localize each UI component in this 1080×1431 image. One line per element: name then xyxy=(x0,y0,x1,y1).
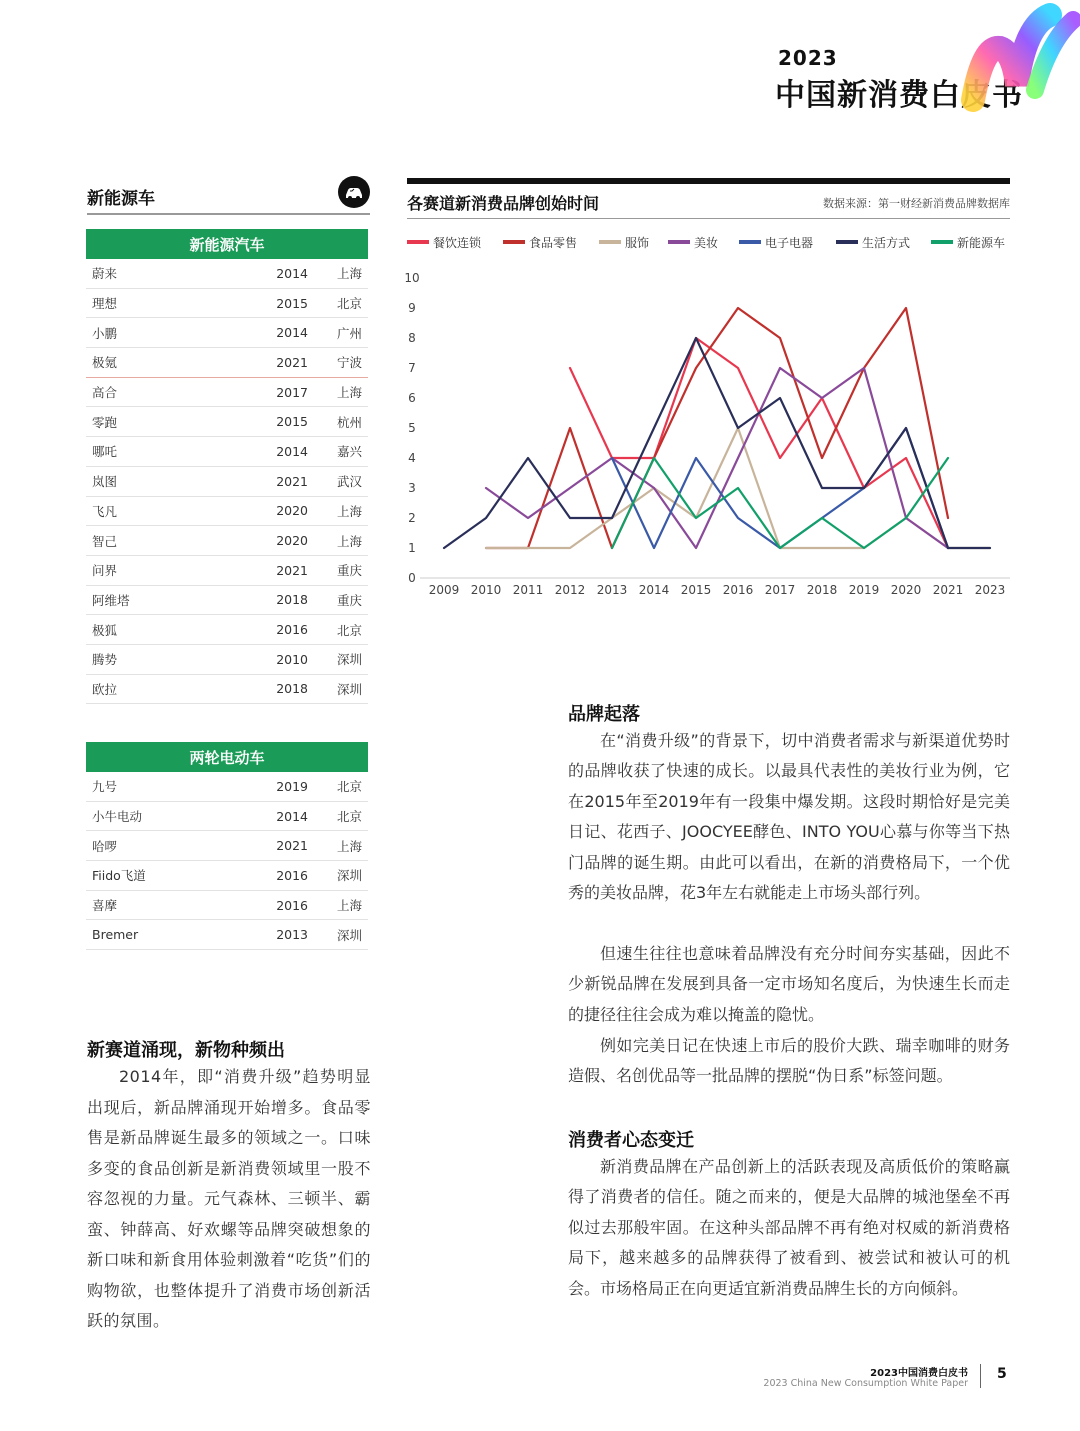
brand-name: 小牛电动 xyxy=(92,809,143,825)
x-tick-label: 2015 xyxy=(680,583,712,597)
city: 杭州 xyxy=(336,414,362,430)
city: 武汉 xyxy=(336,474,362,490)
table-row xyxy=(86,615,368,645)
x-tick-label: 2021 xyxy=(932,583,964,597)
right-paragraph-4: 新消费品牌在产品创新上的活跃表现及高质低价的策略赢得了消费者的信任。随之而来的，便是大品牌的城池堡垒不再似过去那般牢固。在这种头部品牌不再有绝对权威的新消费格局下，越来越多的品牌获得了被看到、被尝试和被认可的机会。市场格局正在向更适宜新消费品牌生长的方向倾斜。 xyxy=(568,1157,1010,1298)
chart-top-bar xyxy=(407,178,1010,184)
legend-swatch xyxy=(503,240,525,244)
x-tick-label: 2023 xyxy=(974,583,1006,597)
legend-swatch xyxy=(599,240,621,244)
brand-name: 岚图 xyxy=(92,474,118,490)
chart-source: 数据来源：第一财经新消费品牌数据库 xyxy=(823,197,1010,210)
header-year: 2023 xyxy=(778,46,838,70)
city: 北京 xyxy=(336,296,362,312)
table-row xyxy=(86,772,368,802)
chart-rule xyxy=(407,218,1010,219)
brand-name: 问界 xyxy=(92,563,118,579)
x-tick-label: 2009 xyxy=(428,583,460,597)
brand-name: 极狐 xyxy=(92,622,118,638)
founded-year: 2016 xyxy=(276,622,308,638)
city: 北京 xyxy=(336,809,362,825)
x-tick-label: 2014 xyxy=(638,583,670,597)
brand-name: 零跑 xyxy=(92,414,118,430)
footer-title-cn: 2023中国消费白皮书 xyxy=(870,1368,968,1379)
table-row xyxy=(86,556,368,586)
founded-year: 2020 xyxy=(276,503,308,519)
founded-year: 2016 xyxy=(276,897,308,913)
founded-year: 2017 xyxy=(276,384,308,400)
table-row xyxy=(86,259,368,289)
y-tick-label: 4 xyxy=(408,451,416,465)
two-wheeler-table xyxy=(86,742,368,950)
city: 重庆 xyxy=(336,592,362,608)
city: 嘉兴 xyxy=(336,444,362,460)
table-row xyxy=(86,586,368,616)
legend-label: 食品零售 xyxy=(529,236,578,250)
table-row xyxy=(86,318,368,348)
y-tick-label: 0 xyxy=(408,571,416,585)
x-tick-label: 2011 xyxy=(512,583,544,597)
legend-label: 新能源车 xyxy=(957,236,1006,250)
city: 深圳 xyxy=(336,652,362,668)
city: 上海 xyxy=(336,838,362,854)
page-number: 5 xyxy=(997,1366,1007,1382)
city: 宁波 xyxy=(336,355,362,371)
city: 上海 xyxy=(336,266,362,282)
x-tick-label: 2012 xyxy=(554,583,586,597)
header-title: 中国新消费白皮书 xyxy=(775,78,1023,113)
x-tick-label: 2018 xyxy=(806,583,838,597)
founded-year: 2021 xyxy=(276,838,308,854)
city: 北京 xyxy=(336,622,362,638)
founded-year: 2015 xyxy=(276,295,308,311)
legend-label: 服饰 xyxy=(625,236,650,250)
table-row xyxy=(86,920,368,950)
left-paragraph: 2014年，即“消费升级”趋势明显出现后，新品牌涌现开始增多。食品零售是新品牌诞生最多的领域之一。口味多变的食品创新是新消费领域里一股不容忽视的力量。元气森林、三顿半、霸蛮、钟薛高、好欢螺等品牌突破想象的新口味和新食用体验刺激着“吃货”们的购物欲，也整体提升了消费市场创新活跃的氛围。 xyxy=(87,1067,371,1330)
table-row xyxy=(86,675,368,705)
brand-name: 欧拉 xyxy=(92,681,118,697)
ev-table xyxy=(86,229,368,704)
table-row xyxy=(86,802,368,832)
right-heading-1: 品牌起落 xyxy=(568,704,640,725)
founded-year: 2013 xyxy=(276,927,308,943)
y-tick-label: 1 xyxy=(408,541,416,555)
legend-label: 电子电器 xyxy=(765,236,814,250)
city: 深圳 xyxy=(336,927,362,943)
founded-year: 2014 xyxy=(276,443,308,459)
founded-year: 2014 xyxy=(276,265,308,281)
city: 深圳 xyxy=(336,681,362,697)
x-tick-label: 2020 xyxy=(890,583,922,597)
legend-swatch xyxy=(739,240,761,244)
city: 上海 xyxy=(336,533,362,549)
city: 深圳 xyxy=(336,868,362,884)
brand-name: 哪吒 xyxy=(92,444,118,460)
city: 上海 xyxy=(336,385,362,401)
x-tick-label: 2010 xyxy=(470,583,502,597)
right-paragraph-1: 在“消费升级”的背景下，切中消费者需求与新渠道优势时的品牌收获了快速的成长。以最具代表性的美妆行业为例，它在2015年至2019年有一段集中爆发期。这段时期恰好是完美日记、花西子、JOOCYEE酵色、INTO YOU心慕与你等当下热门品牌的诞生期。由此可以看出，在新的消费格局下，一个优秀的美妆品牌，花3年左右就能走上市场头部行列。 xyxy=(568,731,1010,903)
right-heading-2: 消费者心态变迁 xyxy=(568,1130,694,1151)
founded-year: 2014 xyxy=(276,808,308,824)
brand-name: 腾势 xyxy=(92,652,118,668)
section-label: 新能源车 xyxy=(87,189,155,209)
legend-swatch xyxy=(931,240,953,244)
chart-title: 各赛道新消费品牌创始时间 xyxy=(407,194,600,213)
brand-name: 飞凡 xyxy=(92,503,118,519)
footer-divider xyxy=(980,1364,981,1388)
city: 上海 xyxy=(336,898,362,914)
y-tick-label: 6 xyxy=(408,391,416,405)
legend-label: 餐饮连锁 xyxy=(433,236,482,250)
y-tick-label: 10 xyxy=(404,271,420,285)
y-tick-label: 7 xyxy=(408,361,416,375)
brand-name: 喜摩 xyxy=(92,898,118,914)
y-tick-label: 2 xyxy=(408,511,416,525)
table-row xyxy=(86,645,368,675)
x-tick-label: 2013 xyxy=(596,583,628,597)
table-row xyxy=(86,467,368,497)
founded-year: 2019 xyxy=(276,778,308,794)
two-wheeler-table-title: 两轮电动车 xyxy=(86,742,368,772)
table-row xyxy=(86,378,368,408)
left-heading: 新赛道涌现，新物种频出 xyxy=(87,1040,285,1061)
brand-name: 智己 xyxy=(92,533,118,549)
brand-name: 阿维塔 xyxy=(92,592,130,608)
table-row xyxy=(86,289,368,319)
founded-year: 2021 xyxy=(276,473,308,489)
y-tick-label: 9 xyxy=(408,301,416,315)
brand-name: Bremer xyxy=(92,927,139,943)
city: 广州 xyxy=(336,325,362,341)
right-paragraph-3: 例如完美日记在快速上市后的股价大跌、瑞幸咖啡的财务造假、名创优品等一批品牌的摆脱“伪日系”标签问题。 xyxy=(568,1036,1010,1086)
city: 北京 xyxy=(336,779,362,795)
y-tick-label: 3 xyxy=(408,481,416,495)
brand-name: 小鹏 xyxy=(92,325,118,341)
founded-year: 2010 xyxy=(276,651,308,667)
founded-year: 2018 xyxy=(276,681,308,697)
brand-name: 九号 xyxy=(92,779,118,795)
footer-title-en: 2023 China New Consumption White Paper xyxy=(763,1378,968,1389)
table-row xyxy=(86,437,368,467)
legend-label: 美妆 xyxy=(694,236,719,250)
car-icon xyxy=(338,176,370,208)
legend-swatch xyxy=(668,240,690,244)
ev-table-title: 新能源汽车 xyxy=(86,229,368,259)
brand-name: 哈啰 xyxy=(92,838,118,854)
line-chart xyxy=(400,228,1015,608)
x-tick-label: 2017 xyxy=(764,583,796,597)
legend-label: 生活方式 xyxy=(862,236,911,250)
table-row xyxy=(86,348,368,378)
founded-year: 2016 xyxy=(276,867,308,883)
right-paragraph-2: 但速生往往也意味着品牌没有充分时间夯实基础，因此不少新锐品牌在发展到具备一定市场知名度后，为快速生长而走的捷径往往会成为难以掩盖的隐忧。 xyxy=(568,944,1010,1024)
table-row xyxy=(86,526,368,556)
city: 上海 xyxy=(336,503,362,519)
legend-swatch xyxy=(407,240,429,244)
y-tick-label: 8 xyxy=(408,331,416,345)
brand-name: 理想 xyxy=(92,296,118,312)
series-line-美妆 xyxy=(486,368,948,548)
x-tick-label: 2019 xyxy=(848,583,880,597)
founded-year: 2018 xyxy=(276,592,308,608)
series-line-食品零售 xyxy=(486,308,948,548)
founded-year: 2014 xyxy=(276,325,308,341)
series-line-新能源车 xyxy=(612,458,948,548)
founded-year: 2020 xyxy=(276,533,308,549)
brand-name: 极氪 xyxy=(92,355,118,371)
y-tick-label: 5 xyxy=(408,421,416,435)
brand-name: Fiido飞道 xyxy=(92,868,146,884)
founded-year: 2015 xyxy=(276,414,308,430)
brand-name: 高合 xyxy=(92,385,118,401)
table-row xyxy=(86,407,368,437)
section-rule xyxy=(87,213,370,215)
x-tick-label: 2016 xyxy=(722,583,754,597)
table-row xyxy=(86,497,368,527)
city: 重庆 xyxy=(336,563,362,579)
brand-logo xyxy=(955,0,1080,115)
table-row xyxy=(86,861,368,891)
legend-swatch xyxy=(836,240,858,244)
founded-year: 2021 xyxy=(276,562,308,578)
founded-year: 2021 xyxy=(276,354,308,370)
table-row xyxy=(86,831,368,861)
brand-name: 蔚来 xyxy=(92,266,118,282)
table-row xyxy=(86,891,368,921)
